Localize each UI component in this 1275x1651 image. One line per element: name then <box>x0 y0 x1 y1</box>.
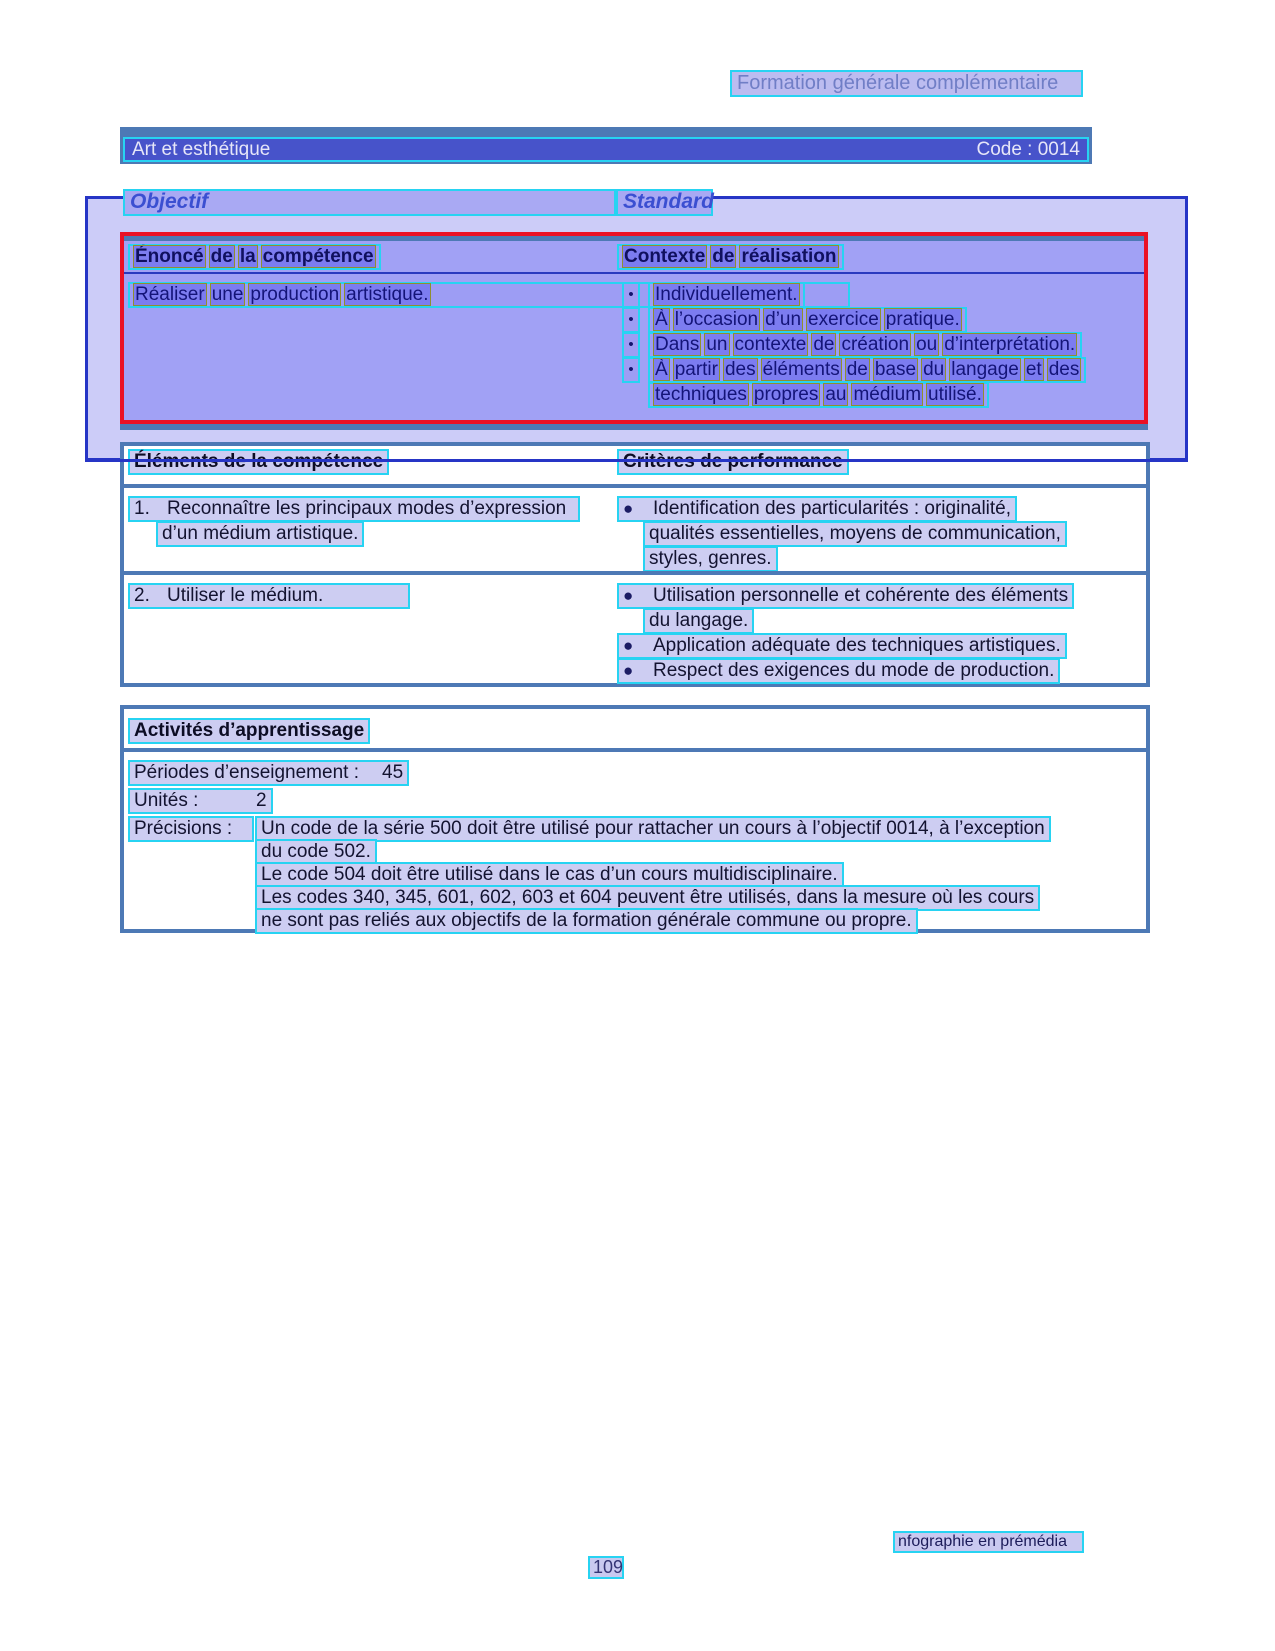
critere-text: Application adéquate des techniques artistiques. <box>653 635 1061 656</box>
contexte-header: Contexte de réalisation <box>617 244 844 270</box>
precisions-line-5: ne sont pas reliés aux objectifs de la formation générale commune ou propre. <box>255 908 918 934</box>
critere-text: Respect des exigences du mode de production. <box>653 660 1055 681</box>
bullet-icon: • <box>622 282 640 308</box>
standard-heading: Standard <box>616 189 713 216</box>
title-bar-highlight <box>123 137 1089 162</box>
context-bullet-item: À partir des éléments de base du langage et des <box>648 357 1086 383</box>
running-header: Formation générale complémentaire <box>730 70 1083 97</box>
element-row-2-line-1 <box>128 583 410 609</box>
element-row-1-line-1 <box>128 496 580 522</box>
critere-row-2-line-3 <box>617 633 1067 659</box>
bullet-icon: ● <box>623 661 634 680</box>
outer-box-bottom-border <box>85 459 1188 462</box>
enonce-table <box>120 232 1148 424</box>
element-text: Reconnaître les principaux modes d’expression <box>167 498 567 519</box>
context-bullet-item-wrap: techniques propres au médium utilisé. <box>648 382 989 408</box>
periodes-value: 45 <box>382 762 404 783</box>
periodes-row <box>128 760 409 786</box>
row-separator <box>124 484 1146 488</box>
title-bar <box>120 127 1092 164</box>
critere-row-1-line-3: styles, genres. <box>643 546 778 572</box>
criteres-header <box>617 449 849 475</box>
bullet-icon: ● <box>623 499 634 518</box>
critere-row-1-line-2: qualités essentielles, moyens de communication, <box>643 521 1067 547</box>
bullet-icon: ● <box>623 636 634 655</box>
critere-row-2-line-4 <box>617 658 1060 684</box>
precisions-line-3: Le code 504 doit être utilisé dans le cas d’un cours multidisciplinaire. <box>255 862 844 888</box>
context-bullet-item: Individuellement. <box>648 282 805 308</box>
unites-value: 2 <box>256 790 267 811</box>
element-row-1-line-2: d’un médium artistique. <box>156 521 364 547</box>
subject-title: Art et esthétique <box>132 138 271 160</box>
precisions-line-1: Un code de la série 500 doit être utilisé pour rattacher un cours à l’objectif 0014, à l’exception <box>255 816 1051 842</box>
critere-text: Identification des particularités : originalité, <box>653 498 1012 519</box>
bullet-icon: • <box>622 307 640 333</box>
elements-header <box>128 449 389 475</box>
precisions-line-4: Les codes 340, 345, 601, 602, 603 et 604 peuvent être utilisés, dans la mesure où les cours <box>255 885 1040 911</box>
element-text: Utiliser le médium. <box>167 585 324 606</box>
unites-label: Unités : <box>134 790 199 811</box>
table-top-border <box>124 236 1144 241</box>
table-bottom-border <box>120 424 1148 430</box>
critere-row-2-line-2: du langage. <box>643 608 754 634</box>
element-number: 1. <box>134 498 150 519</box>
footer-program-name: nfographie en prémédia <box>893 1531 1084 1553</box>
context-bullet-item: Dans un contexte de création ou d’interprétation. <box>648 332 1082 358</box>
row-separator <box>124 748 1146 752</box>
course-code: Code : 0014 <box>976 138 1080 160</box>
unites-row <box>128 788 273 814</box>
bullet-icon: • <box>622 332 640 358</box>
bullet-icon: • <box>622 357 640 383</box>
header-separator-line <box>124 272 1144 274</box>
periodes-label: Périodes d’enseignement : <box>134 762 359 783</box>
enonce-header: Énoncé de la compétence <box>128 244 381 270</box>
competence-statement: Réaliser une production artistique. <box>128 282 850 308</box>
activites-table <box>120 705 1150 933</box>
context-bullet-item: À l’occasion d’un exercice pratique. <box>648 307 967 333</box>
page-number: 109 <box>588 1556 624 1579</box>
activites-header: Activités d’apprentissage <box>128 718 370 744</box>
critere-text: Utilisation personnelle et cohérente des éléments <box>653 585 1069 606</box>
critere-row-1-line-1 <box>617 496 1017 522</box>
precisions-label: Précisions : <box>128 816 254 842</box>
bullet-icon: ● <box>623 586 634 605</box>
row-separator <box>124 571 1146 575</box>
elements-table <box>120 442 1150 687</box>
precisions-line-2: du code 502. <box>255 839 377 865</box>
element-number: 2. <box>134 585 150 606</box>
critere-row-2-line-1 <box>617 583 1074 609</box>
objectif-heading: Objectif <box>123 189 616 216</box>
